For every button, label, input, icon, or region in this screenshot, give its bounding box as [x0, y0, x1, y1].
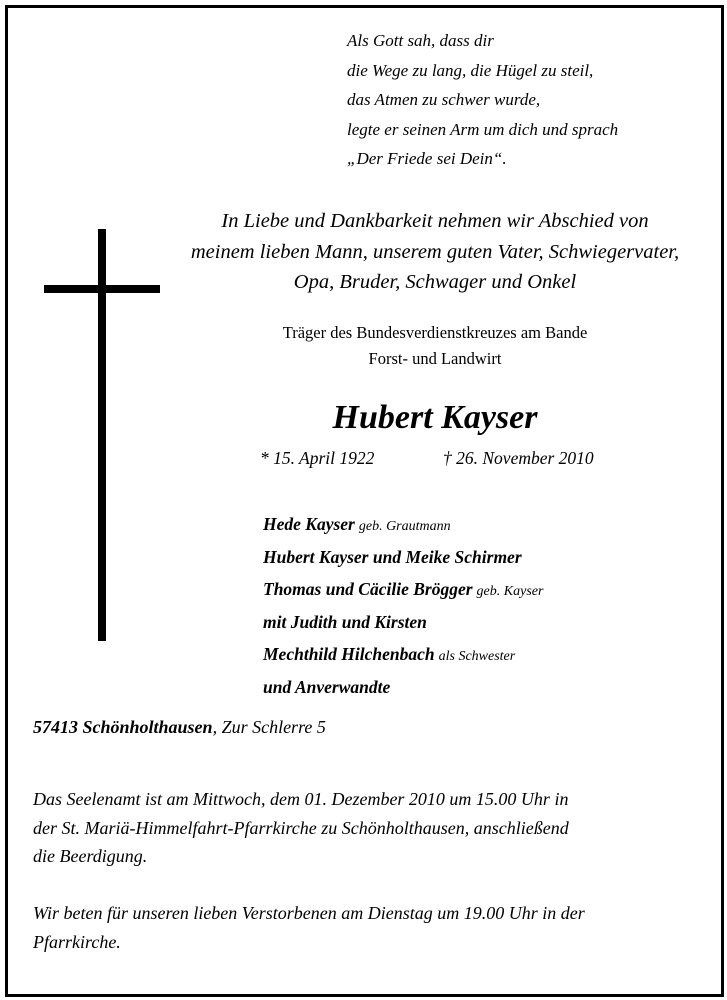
service-line: die Beerdigung.	[33, 846, 148, 866]
farewell-line: meinem lieben Mann, unserem guten Vater, Schwiegervater,	[190, 240, 680, 263]
family-row	[263, 639, 543, 672]
honors-line: Träger des Bundesverdienstkreuzes am Bande	[282, 323, 588, 342]
death-date: † 26. November 2010	[443, 448, 594, 468]
service-line: der St. Mariä-Himmelfahrt-Pfarrkirche zu Schönholthausen, anschließend	[33, 817, 569, 838]
family-row	[263, 607, 543, 639]
poem-line: „Der Friede sei Dein“.	[347, 149, 507, 168]
family-name: mit Judith und Kirsten	[263, 612, 427, 632]
honors	[165, 320, 705, 372]
poem-line: legte er seinen Arm um dich und sprach	[347, 119, 619, 139]
family-note: geb. Grautmann	[358, 519, 451, 534]
address-street: , Zur Schlerre 5	[212, 717, 326, 737]
family-row	[263, 542, 543, 574]
prayer-line: Pfarrkirche.	[33, 931, 121, 952]
service-info	[33, 785, 569, 871]
cross-icon-bar	[44, 285, 160, 293]
poem	[347, 26, 618, 174]
prayer-line: Wir beten für unseren lieben Verstorbenen am Dienstag um 19.00 Uhr in der	[33, 903, 585, 923]
family-name: und Anverwandte	[263, 677, 391, 697]
family-name: Mechthild Hilchenbach	[263, 644, 435, 664]
family-list	[263, 509, 543, 704]
farewell-line: In Liebe und Dankbarkeit nehmen wir Abschied von	[221, 210, 649, 232]
family-name: Thomas und Cäcilie Brögger	[263, 579, 473, 599]
family-note: geb. Kayser	[476, 584, 544, 599]
farewell-line: Opa, Bruder, Schwager und Onkel	[293, 271, 577, 293]
address	[33, 717, 326, 738]
address-city: 57413 Schönholthausen	[33, 717, 213, 737]
service-line: Das Seelenamt ist am Mittwoch, dem 01. Dezember 2010 um 15.00 Uhr in	[33, 789, 569, 809]
family-note: als Schwester	[438, 649, 516, 664]
honors-line: Forst- und Landwirt	[368, 349, 502, 368]
farewell-text	[165, 206, 705, 298]
prayer-info	[33, 899, 585, 956]
deceased-name: Hubert Kayser	[332, 399, 538, 436]
birth-date: * 15. April 1922	[260, 448, 375, 468]
family-row	[263, 672, 543, 704]
poem-line: das Atmen zu schwer wurde,	[347, 90, 541, 109]
family-name: Hubert Kayser und Meike Schirmer	[263, 547, 522, 567]
family-row	[263, 509, 543, 542]
poem-line: Als Gott sah, dass dir	[347, 31, 494, 50]
poem-line: die Wege zu lang, die Hügel zu steil,	[347, 60, 594, 80]
family-name: Hede Kayser	[263, 514, 355, 534]
family-row	[263, 574, 543, 607]
